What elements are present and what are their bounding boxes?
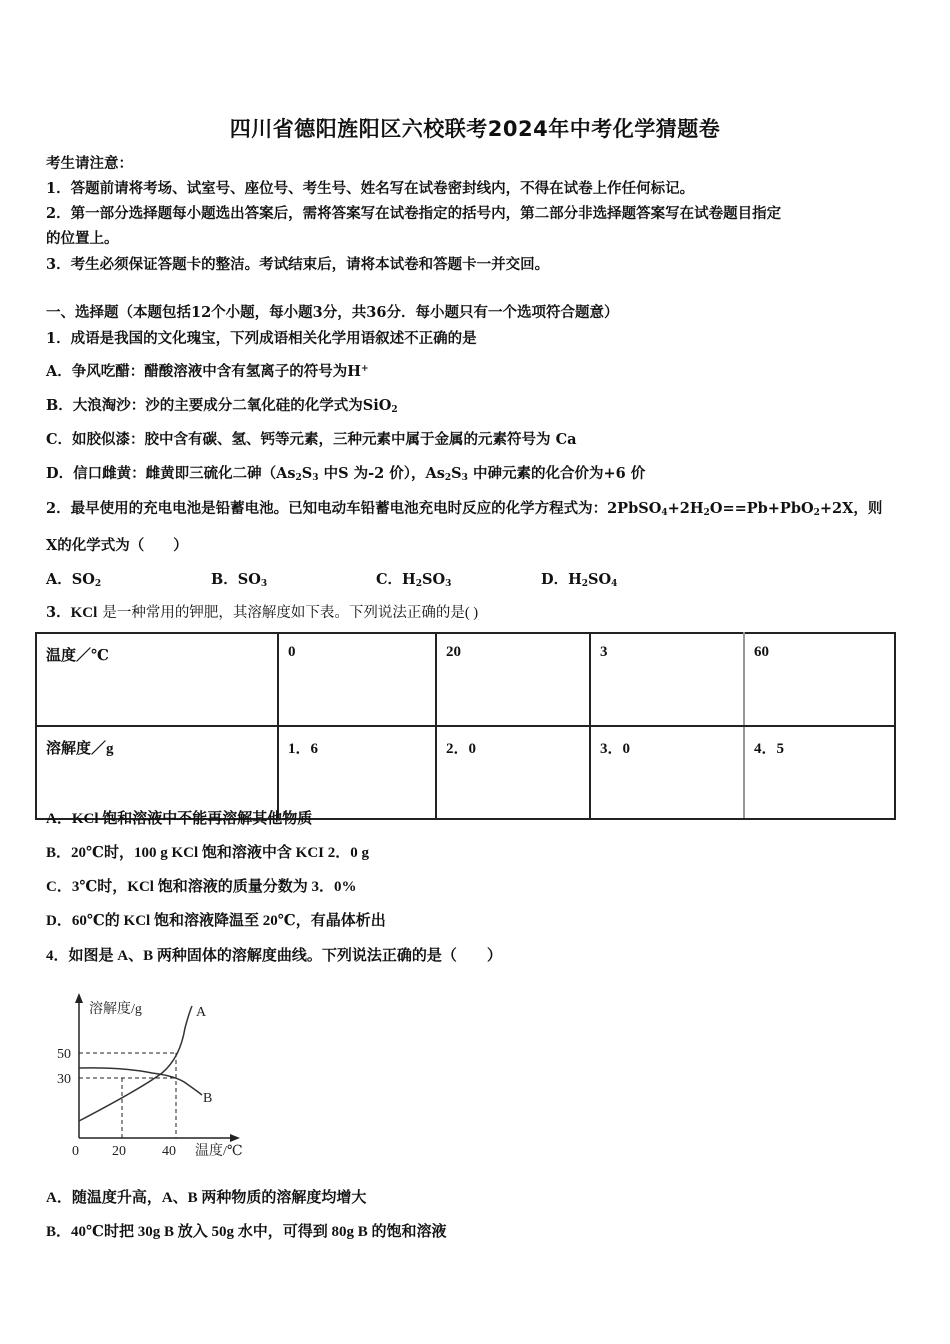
x-axis-arrow-icon <box>230 1134 240 1142</box>
y-axis-arrow-icon <box>75 993 83 1003</box>
question-4-option-b: B．40℃时把 30g B 放入 50g 水中，可得到 80g B 的饱和溶液 <box>46 1224 447 1240</box>
table-header-solubility: 溶解度／g <box>36 726 278 819</box>
x-axis-label: 温度/℃ <box>195 1144 243 1159</box>
curve-a-label: A <box>196 1005 207 1020</box>
question-2-stem: 2．最早使用的充电电池是铅蓄电池。已知电动车铅蓄电池充电时反应的化学方程式为：$2PbSO_4+2H_2O==Pb+PbO_2+2X$，则 <box>46 500 883 518</box>
table-cell: 1．6 <box>278 726 436 819</box>
y-tick-30: 30 <box>57 1072 71 1087</box>
question-3-option-c: C．3℃时，KCl 饱和溶液的质量分数为 3．0% <box>46 879 357 895</box>
table-row-temperature <box>36 633 895 726</box>
notice-item-1: 1．答题前请将考场、试室号、座位号、考生号、姓名写在试卷密封线内，不得在试卷上作任何标记。 <box>46 180 695 197</box>
question-2-option-c: C．$H_2SO_3$ <box>376 571 452 589</box>
table-cell: 60 <box>744 633 895 726</box>
question-4-stem: 4．如图是 A、B 两种固体的溶解度曲线。下列说法正确的是（ ） <box>46 948 502 964</box>
question-3-option-d: D．60℃的 KCl 饱和溶液降温至 20℃，有晶体析出 <box>46 913 386 929</box>
notice-item-2-cont: 的位置上。 <box>46 230 119 247</box>
notice-item-3: 3．考生必须保证答题卡的整洁。考试结束后，请将本试卷和答题卡一并交回。 <box>46 256 550 273</box>
table-row-solubility <box>36 726 895 819</box>
table-cell: 3 <box>590 633 744 726</box>
section-heading: 一、选择题（本题包括12个小题，每小题3分，共36分．每小题只有一个选项符合题意） <box>46 304 619 321</box>
y-tick-50: 50 <box>57 1047 71 1062</box>
question-1-stem: 1．成语是我国的文化瑰宝，下列成语相关化学用语叙述不正确的是 <box>46 330 477 347</box>
curve-a <box>79 1006 192 1121</box>
curve-b <box>79 1068 202 1095</box>
table-cell: 3．0 <box>590 726 744 819</box>
question-2-option-d: D．$H_2SO_4$ <box>541 571 618 589</box>
question-4-option-a: A．随温度升高，A、B 两种物质的溶解度均增大 <box>46 1190 367 1206</box>
kcl-solubility-table <box>35 632 896 820</box>
question-1-option-b: B．大浪淘沙：沙的主要成分二氧化硅的化学式为SiO$_2$ <box>46 397 398 415</box>
question-3-option-b: B．20℃时，100 g KCl 饱和溶液中含 KCI 2．0 g <box>46 845 369 861</box>
y-axis-label: 溶解度/g <box>89 1002 142 1017</box>
table-cell: 4．5 <box>744 726 895 819</box>
question-2-stem-cont: X的化学式为（ ） <box>46 537 188 554</box>
x-tick-20: 20 <box>112 1144 126 1159</box>
x-tick-0: 0 <box>72 1144 79 1159</box>
solubility-curve-figure <box>52 988 262 1163</box>
question-1-option-d: D．信口雌黄：雌黄即三硫化二砷（$As_2S_3$ 中S 为-2 价），$As_2S_3$ 中砷元素的化合价为+6 价 <box>46 465 646 483</box>
question-3-stem: 3．KCl 是一种常用的钾肥，其溶解度如下表。下列说法正确的是( ) <box>46 604 479 621</box>
table-header-temperature: 温度／℃ <box>36 633 278 726</box>
question-2-option-a: A．$SO_2$ <box>46 571 102 589</box>
page-title: 四川省德阳旌阳区六校联考2024年中考化学猜题卷 <box>229 117 721 141</box>
x-tick-40: 40 <box>162 1144 176 1159</box>
question-1-option-c: C．如胶似漆：胶中含有碳、氢、钙等元素，三种元素中属于金属的元素符号为 Ca <box>46 431 577 448</box>
question-3-option-a: A．KCl 饱和溶液中不能再溶解其他物质 <box>46 811 313 827</box>
question-1-option-a: A．争风吃醋：醋酸溶液中含有氢离子的符号为H+ <box>46 363 369 380</box>
question-2-option-b: B．$SO_3$ <box>211 571 268 589</box>
curve-b-label: B <box>203 1091 213 1106</box>
notice-heading: 考生请注意： <box>46 155 133 172</box>
table-cell: 0 <box>278 633 436 726</box>
table-cell: 2．0 <box>436 726 590 819</box>
table-cell: 20 <box>436 633 590 726</box>
notice-item-2: 2．第一部分选择题每小题选出答案后，需将答案写在试卷指定的括号内，第二部分非选择题答案写在试卷题目指定 <box>46 205 782 222</box>
